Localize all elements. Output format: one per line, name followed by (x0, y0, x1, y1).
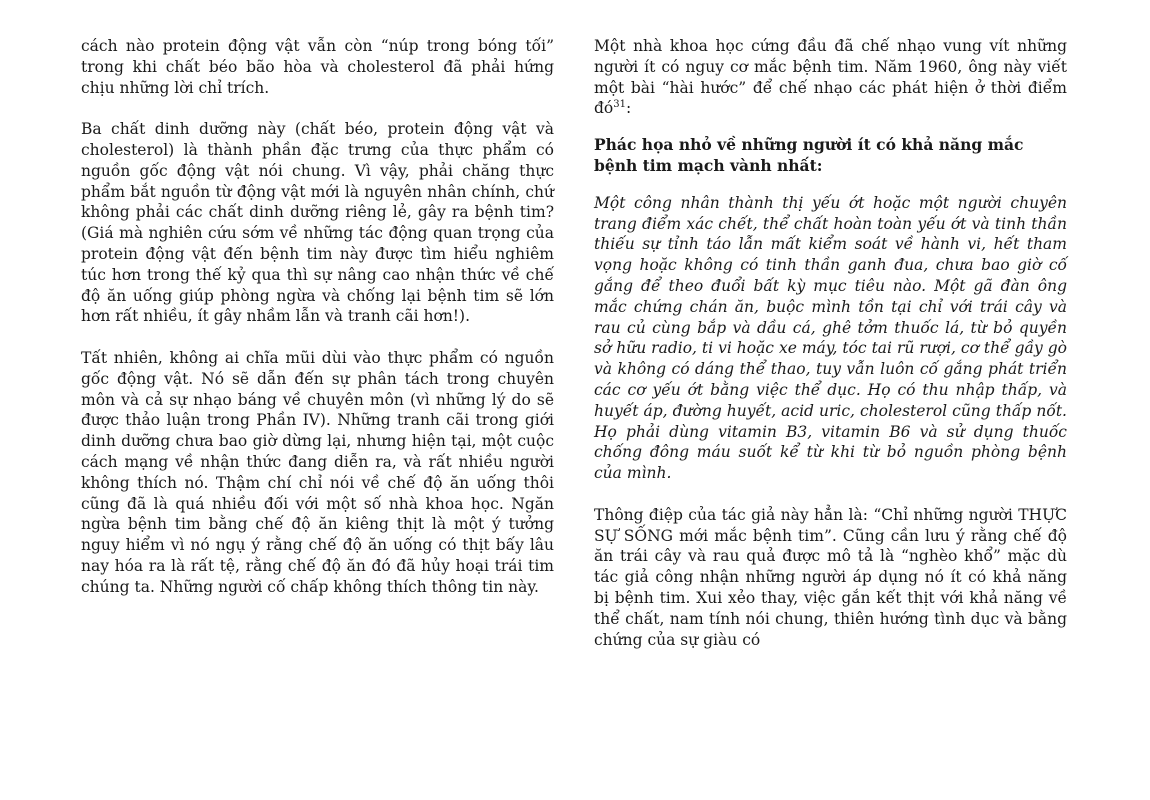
intro-end: : (626, 99, 632, 118)
paragraph: Ba chất dinh dưỡng này (chất béo, protein động vật và cholesterol) là thành phần đặc trưng của thực phẩm có nguồn gốc động vật nói chung. Vì vậy, phải chăng thực phẩm bắt nguồn từ động vật mới là nguyên nhân chính, chứ không phải các chất dinh dưỡng riêng lẻ, gây ra bệnh tim? (Giá mà nghiên cứu sớm về những tác động quan trọng của protein động vật đến bệnh tim này được tìm hiểu nghiêm túc hơn trong thế kỷ qua thì sự nâng cao nhận thức về chế độ ăn uống giúp phòng ngừa và chống lại bệnh tim sẽ lớn hơn rất nhiều, ít gây nhầm lẫn và tranh cãi hơn!). (81, 120, 554, 326)
intro-paragraph (594, 36, 1067, 119)
left-column (81, 36, 554, 618)
paragraph: Tất nhiên, không ai chĩa mũi dùi vào thực phẩm có nguồn gốc động vật. Nó sẽ dẫn đến sự phân tách trong chuyên môn và cả sự nhạo báng về chuyên môn (vì những lý do sẽ được thảo luận trong Phần IV). Những tranh cãi trong giới dinh dưỡng chưa bao giờ dừng lại, nhưng hiện tại, một cuộc cách mạng về nhận thức đang diễn ra, và rất nhiều người không thích nó. Thậm chí chỉ nói về chế độ ăn uống thôi cũng đã là quá nhiều đối với một số nhà khoa học. Ngăn ngừa bệnh tim bằng chế độ ăn kiêng thịt là một ý tưởng nguy hiểm vì nó ngụ ý rằng chế độ ăn uống có thịt bấy lâu nay hóa ra là rất tệ, rằng chế độ ăn đó đã hủy hoại trái tim chúng ta. Những người cố chấp không thích thông tin này. (81, 348, 554, 596)
footnote-ref: 31 (613, 99, 626, 111)
right-column (594, 36, 1067, 671)
intro-text: Một nhà khoa học cứng đầu đã chế nhạo vung vít những người ít có nguy cơ mắc bệnh tim. Năm 1960, ông này viết một bài “hài hước” để chế nhạo các phát hiện ở thời điểm đó (594, 37, 1067, 118)
paragraph: cách nào protein động vật vẫn còn “núp trong bóng tối” trong khi chất béo bão hòa và cholesterol đã phải hứng chịu những lời chỉ trích. (81, 37, 554, 97)
paragraph: Thông điệp của tác giả này hẳn là: “Chỉ những người THỰC SỰ SỐNG mới mắc bệnh tim”. Cũng cần lưu ý rằng chế độ ăn trái cây và rau quả được mô tả là “nghèo khổ” mặc dù tác giả công nhận những người áp dụng nó ít có khả năng bị bệnh tim. Xui xẻo thay, việc gắn kết thịt với khả năng về thể chất, nam tính nói chung, thiên hướng tình dục và bằng chứng của sự giàu có (594, 505, 1067, 649)
section-heading: Phác họa nhỏ về những người ít có khả năng mắc bệnh tim mạch vành nhất: (594, 135, 1024, 175)
block-quote: Một công nhân thành thị yếu ớt hoặc một người chuyên trang điểm xác chết, thể chất hoàn toàn yếu ớt và tinh thần thiếu sự tỉnh táo lẫn mất kiểm soát về hành vi, hết tham vọng hoặc không có tinh thần ganh đua, chưa bao giờ cố gắng để theo đuổi bất kỳ mục tiêu nào. Một gã đàn ông mắc chứng chán ăn, buộc mình tồn tại chỉ với trái cây và rau củ cùng bắp và dầu cá, ghê tởm thuốc lá, từ bỏ quyền sở hữu radio, ti vi hoặc xe máy, tóc tai rũ rượi, cơ thể gầy gò và không có dáng thể thao, tuy vẫn luôn cố gắng phát triển các cơ yếu ớt bằng việc thể dục. Họ có thu nhập thấp, và huyết áp, đường huyết, acid uric, cholesterol cũng thấp nốt. Họ phải dùng vitamin B3, vitamin B6 và sử dụng thuốc chống đông máu suốt kể từ khi từ bỏ nguồn phòng bệnh của mình. (594, 193, 1067, 483)
